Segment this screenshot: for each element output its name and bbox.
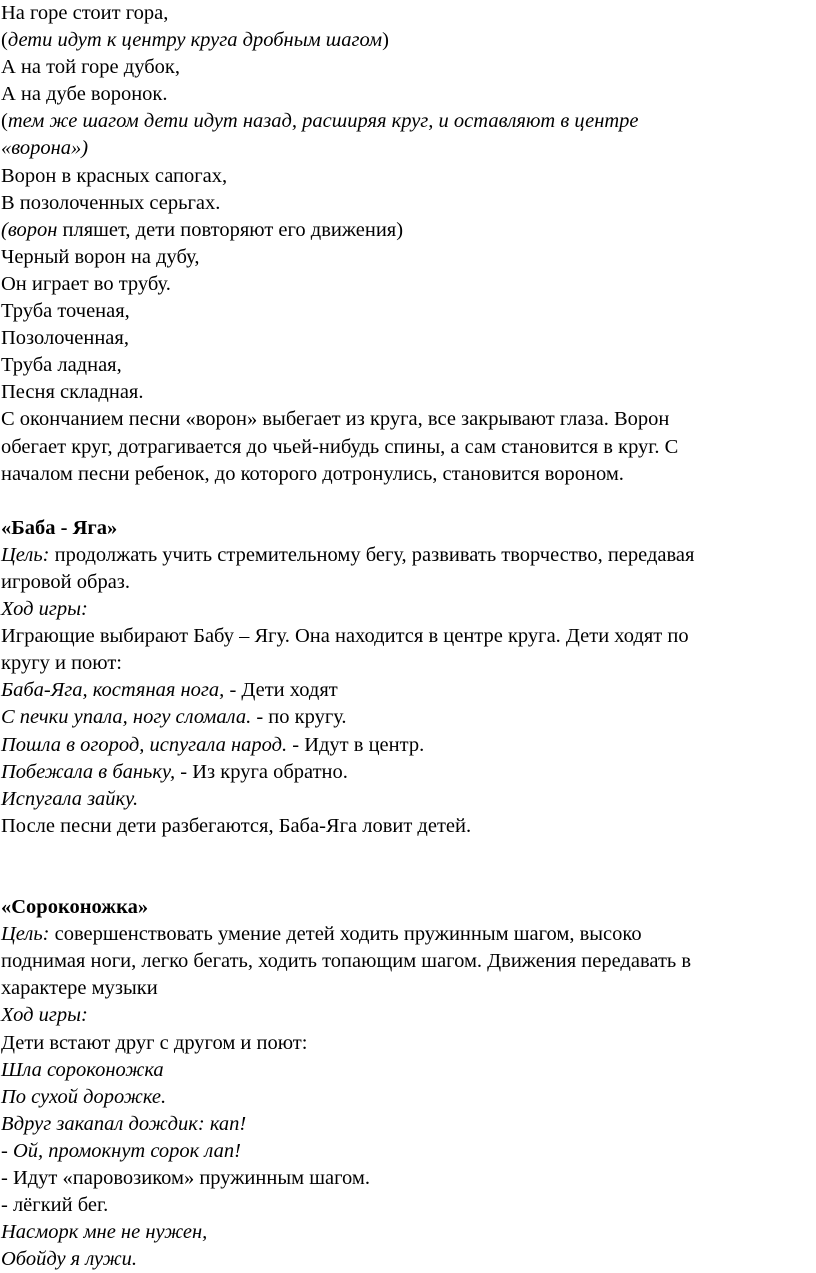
spacer xyxy=(1,488,816,515)
goal-line: поднимая ноги, легко бегать, ходить топающим шагом. Движения передавать в xyxy=(1,950,692,973)
song-line: Насморк мне не нужен, xyxy=(1,1221,208,1244)
poem-line: Позолоченная, xyxy=(1,327,129,350)
course-label: Ход игры: xyxy=(1,598,88,621)
spacer xyxy=(1,840,816,867)
course-label: Ход игры: xyxy=(1,1004,88,1027)
poem-line: Песня складная. xyxy=(1,381,144,404)
paragraph-line: началом песни ребенок, до которого дотронулись, становится вороном. xyxy=(1,462,624,485)
song-line: С печки упала, ногу сломала. - по кругу. xyxy=(1,706,347,729)
paragraph-line: С окончанием песни «ворон» выбегает из круга, все закрывают глаза. Ворон xyxy=(1,408,670,431)
song-line: - Идут «паровозиком» пружинным шагом. xyxy=(1,1167,370,1190)
poem-line: В позолоченных серьгах. xyxy=(1,191,221,214)
goal-line: Цель: совершенствовать умение детей ходить пружинным шагом, высоко xyxy=(1,923,642,946)
poem-line: На горе стоит гора, xyxy=(1,2,169,24)
poem-line: А на дубе воронок. xyxy=(1,83,168,106)
poem-line: Труба ладная, xyxy=(1,354,122,377)
goal-line: характере музыки xyxy=(1,977,158,1000)
song-line: Шла сороконожка xyxy=(1,1058,164,1081)
stage-direction: «ворона») xyxy=(1,137,89,160)
goal-line: Цель: продолжать учить стремительному бегу, развивать творчество, передавая xyxy=(1,543,695,566)
game-title-baba-yaga: «Баба - Яга» xyxy=(1,516,118,539)
paragraph-line: После песни дети разбегаются, Баба-Яга ловит детей. xyxy=(1,814,472,837)
poem-line: Труба точеная, xyxy=(1,300,130,323)
song-line: Пошла в огород, испугала народ. - Идут в центр. xyxy=(1,733,425,756)
stage-direction: (тем же шагом дети идут назад, расширяя круг, и оставляют в центре xyxy=(1,110,639,133)
poem-line: Черный ворон на дубу, xyxy=(1,245,200,268)
poem-line: А на той горе дубок, xyxy=(1,56,180,79)
song-line: Баба-Яга, костяная нога, - Дети ходят xyxy=(1,679,338,702)
paragraph-line: обегает круг, дотрагивается до чьей-нибудь спины, а сам становится в круг. С xyxy=(1,435,679,458)
spacer xyxy=(1,867,816,894)
stage-direction: (дети идут к центру круга дробным шагом) xyxy=(1,29,389,52)
paragraph-line: Играющие выбирают Бабу – Ягу. Она находится в центре круга. Дети ходят по xyxy=(1,625,689,648)
paragraph-line: кругу и поют: xyxy=(1,652,122,675)
poem-line: Ворон в красных сапогах, xyxy=(1,164,228,187)
song-line: Испугала зайку. xyxy=(1,787,139,810)
song-line: Обойду я лужи. xyxy=(1,1248,138,1271)
song-line: Вдруг закапал дождик: кап! xyxy=(1,1112,247,1135)
song-line: Побежала в баньку, - Из круга обратно. xyxy=(1,760,348,783)
song-line: - лёгкий бег. xyxy=(1,1194,109,1217)
paragraph-line: Дети встают друг с другом и поют: xyxy=(1,1031,308,1054)
stage-direction: (ворон пляшет, дети повторяют его движения) xyxy=(1,218,404,241)
goal-line: игровой образ. xyxy=(1,570,131,593)
song-line: - Ой, промокнут сорок лап! xyxy=(1,1139,241,1162)
game-title-sorokonozhka: «Сороконожка» xyxy=(1,896,149,919)
song-line: По сухой дорожке. xyxy=(1,1085,167,1108)
poem-line: Он играет во трубу. xyxy=(1,272,171,295)
